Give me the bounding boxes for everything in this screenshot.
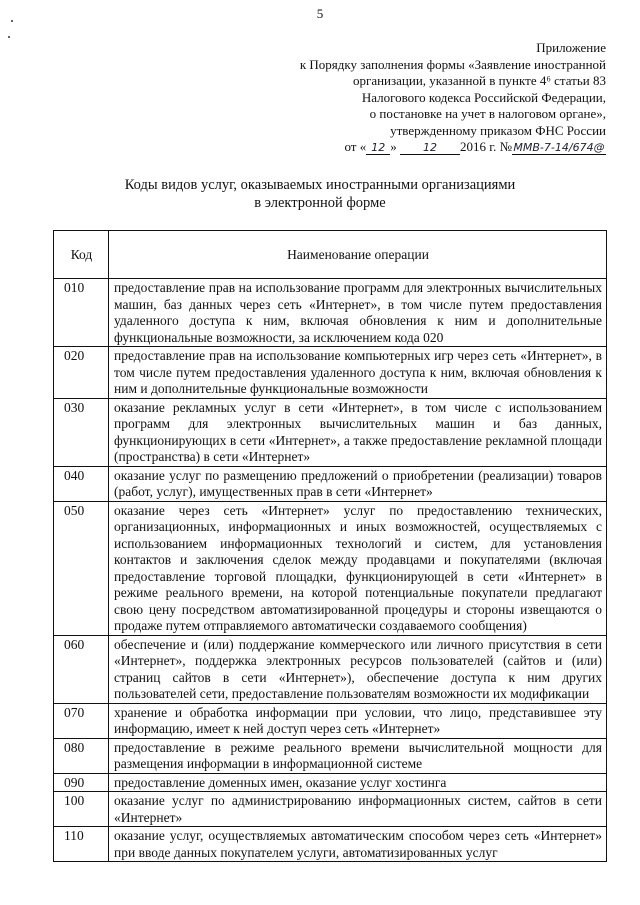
appendix-line: Приложение xyxy=(536,40,606,55)
handwritten-day: 12 xyxy=(366,141,390,155)
row-code: 060 xyxy=(54,635,109,703)
table-row xyxy=(54,827,607,862)
page-number: 5 xyxy=(316,6,324,21)
table-header-row xyxy=(54,231,607,279)
row-description: предоставление в режиме реального времени вычислительной мощности для размещения информации в информационной системе xyxy=(109,738,607,773)
row-description: хранение и обработка информации при условии, что лицо, представившее эту информацию, имеет к ней доступ через сеть «Интернет» xyxy=(109,703,607,738)
handwritten-month: 12 xyxy=(400,141,460,155)
row-code: 030 xyxy=(54,398,109,466)
row-description: предоставление доменных имен, оказание услуг хостинга xyxy=(109,773,607,792)
appendix-block xyxy=(276,40,606,156)
row-code: 110 xyxy=(54,827,109,862)
appendix-line: о постановке на учет в налоговом органе», xyxy=(369,106,606,121)
table-row xyxy=(54,773,607,792)
number-prefix: № xyxy=(499,139,512,154)
appendix-line: Налогового кодекса Российской Федерации, xyxy=(361,89,606,105)
title-line-2: в электронной форме xyxy=(254,195,386,211)
row-description: оказание услуг по администрированию информационных систем, сайтов в сети «Интернет» xyxy=(109,792,607,827)
day-suffix: » xyxy=(390,139,397,154)
table-row xyxy=(54,703,607,738)
row-description: предоставление прав на использование программ для электронных вычислительных машин, баз данных через сеть «Интернет», в том числе путем предоставления удаленного доступа к ним, включая обновления к ним и дополнительные функциональные возможности, за исключением кода 020 xyxy=(109,279,607,347)
scan-dot-1 xyxy=(11,20,13,22)
row-description: оказание через сеть «Интернет» услуг по предоставлению технических, организационных, информационных и иных возможностей, осуществляемых с использованием информационных технологий и систем, для установления контактов и заключения сделок между продавцами и покупателями (включая предоставление торговой площадки, функционирующей в сети «Интернет» в режиме реального времени, на которой потенциальные покупатели предлагают свою цену посредством автоматизированной процедуры и стороны извещаются о продаже путем отправляемого автоматически создаваемого сообщения) xyxy=(109,501,607,635)
appendix-line: утвержденному приказом ФНС России xyxy=(390,122,606,138)
document-title xyxy=(0,176,640,212)
scan-dot-2 xyxy=(8,36,10,38)
table-row xyxy=(54,347,607,399)
row-code: 070 xyxy=(54,703,109,738)
row-description: предоставление прав на использование компьютерных игр через сеть «Интернет», в том числе путем предоставления удаленного доступа к ним, включая обновления к ним и дополнительные функциональные возможности xyxy=(109,347,607,399)
table-row xyxy=(54,466,607,501)
date-prefix: от « xyxy=(344,139,367,154)
row-code: 090 xyxy=(54,773,109,792)
row-code: 080 xyxy=(54,738,109,773)
row-code: 100 xyxy=(54,792,109,827)
handwritten-order-number: ММВ-7-14/674@ xyxy=(513,141,605,154)
row-code: 050 xyxy=(54,501,109,635)
order-date-line xyxy=(276,139,606,156)
appendix-line: организации, указанной в пункте 4⁶ статьи 83 xyxy=(353,73,606,88)
row-description: обеспечение и (или) поддержание коммерческого или личного присутствия в сети «Интернет», поддержка электронных ресурсов пользователей (сайтов и (или) страниц сайтов в сети «Интернет»), обеспечение доступа к ним других пользователей сети, предоставление пользователям возможности их модификации xyxy=(109,635,607,703)
table-row xyxy=(54,279,607,347)
order-year: 2016 г. xyxy=(459,139,497,154)
service-codes-table xyxy=(53,230,607,862)
table-row xyxy=(54,738,607,773)
header-code: Код xyxy=(54,231,109,279)
row-code: 010 xyxy=(54,279,109,347)
table-row xyxy=(54,501,607,635)
table-row xyxy=(54,792,607,827)
row-code: 020 xyxy=(54,347,109,399)
title-line-1: Коды видов услуг, оказываемых иностранными организациями xyxy=(124,177,516,193)
row-description: оказание рекламных услуг в сети «Интернет», в том числе с использованием программ для электронных вычислительных машин и баз данных, функционирующих в сети «Интернет», а также предоставление рекламной площади (пространства) в сети «Интернет» xyxy=(109,398,607,466)
header-name: Наименование операции xyxy=(109,231,607,279)
row-code: 040 xyxy=(54,466,109,501)
table-row xyxy=(54,398,607,466)
table-row xyxy=(54,635,607,703)
row-description: оказание услуг по размещению предложений о приобретении (реализации) товаров (работ, услуг), имущественных прав в сети «Интернет» xyxy=(109,466,607,501)
appendix-line: к Порядку заполнения формы «Заявление иностранной xyxy=(299,56,606,72)
row-description: оказание услуг, осуществляемых автоматическим способом через сеть «Интернет» при вводе данных покупателем услуги, автоматизированных услуг xyxy=(109,827,607,862)
